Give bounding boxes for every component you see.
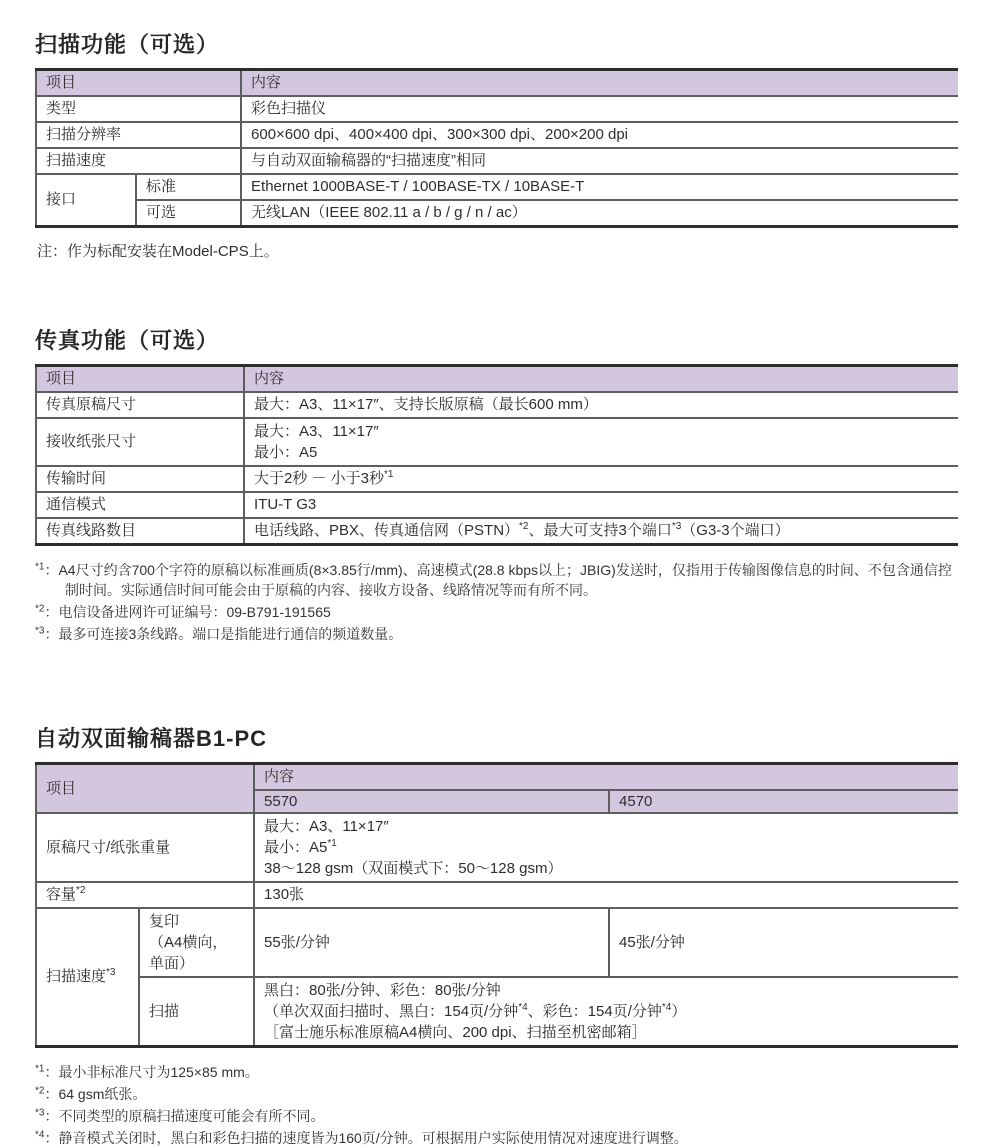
header-cell-content: 内容 (241, 70, 958, 97)
cell-fax-doc-size-value: 最大：A3、11×17″、支持长版原稿（最长600 mm） (244, 392, 958, 418)
footnote: $^{*3}$：不同类型的原稿扫描速度可能会有所不同。 (35, 1107, 325, 1124)
cell-scan-speed-value (254, 977, 958, 1047)
cell-doc-size-value (254, 813, 958, 882)
header-cell-model-4570: 4570 (609, 790, 958, 813)
adf-section (35, 722, 958, 1148)
cell-copy-speed-4570: 45张/分钟 (609, 908, 958, 977)
cell-scan-mode-label: 扫描 (139, 977, 254, 1047)
table-header-row (36, 366, 958, 393)
footnote: $^{*4}$：静音模式关闭时，黑白和彩色扫描的速度皆为160页/分钟。可根据用户实际使用情况对速度进行调整。 (35, 1129, 688, 1146)
cell-receive-paper-label: 接收纸张尺寸 (36, 418, 244, 466)
cell-resolution-value: 600×600 dpi、400×400 dpi、300×300 dpi、200×200 dpi (241, 122, 958, 148)
scan-note: 注：作为标配安装在Model-CPS上。 (37, 243, 279, 260)
cell-interface-optional-label: 可选 (136, 200, 241, 227)
table-row (36, 882, 958, 908)
cell-type-label: 类型 (36, 96, 241, 122)
value-line: 最小：A5 (254, 444, 318, 461)
table-row (36, 418, 958, 466)
scan-section (35, 28, 958, 262)
header-cell-model-5570: 5570 (254, 790, 609, 813)
table-row (36, 148, 958, 174)
cell-fax-doc-size-label: 传真原稿尺寸 (36, 392, 244, 418)
adf-spec-table (35, 762, 958, 1048)
cell-interface-standard-label: 标准 (136, 174, 241, 200)
fax-footnotes (35, 560, 958, 644)
table-row (36, 813, 958, 882)
value-line: 最小：A5$^{*1}$ (264, 838, 337, 856)
footnote: $^{*1}$：最小非标准尺寸为125×85 mm。 (35, 1063, 259, 1080)
cell-copy-mode-label (139, 908, 254, 977)
scan-spec-table (35, 68, 958, 228)
label-line: 复印 (149, 913, 180, 930)
adf-footnotes (35, 1062, 958, 1148)
value-line: ［富士施乐标准原稿A4横向、200 dpi、扫描至机密邮箱］ (264, 1024, 647, 1041)
table-row (36, 200, 958, 227)
table-row (36, 492, 958, 518)
cell-transmission-time-value: 大于2秒 － 小于3秒$^{*1}$ (244, 466, 958, 492)
footnote: $^{*1}$：A4尺寸约含700个字符的原稿以标准画质(8×3.85行/mm)、高速模式(28.8 kbps以上；JBIG)发送时，仅指用于传输图像信息的时间、不包含通信控制时间。实际通信时间可能会由于原稿的内容、接收方设备、线路情况等而有所不同。 (35, 561, 952, 598)
cell-comm-mode-label: 通信模式 (36, 492, 244, 518)
table-header-row (36, 70, 958, 97)
value-line: 38～128 gsm（双面模式下：50～128 gsm） (264, 860, 563, 877)
cell-type-value: 彩色扫描仪 (241, 96, 958, 122)
label-line: 单面） (149, 955, 195, 972)
fax-section (35, 324, 958, 644)
header-cell-item: 项目 (36, 70, 241, 97)
value-line: （单次双面扫描时、黑白：154页/分钟$^{*4}$、彩色：154页/分钟$^{*4}$） (264, 1002, 687, 1020)
value-line: 最大：A3、11×17″ (264, 818, 389, 835)
scan-section-title: 扫描功能（可选） (35, 32, 220, 57)
cell-interface-label: 接口 (36, 174, 136, 227)
cell-interface-optional-value: 无线LAN（IEEE 802.11 a / b / g / n / ac） (241, 200, 958, 227)
value-line: 最大：A3、11×17″ (254, 423, 379, 440)
footnote: $^{*2}$：电信设备进网许可证编号：09-B791-191565 (35, 603, 331, 620)
table-row (36, 466, 958, 492)
label-line: （A4横向， (149, 934, 228, 951)
value-line: 黑白：80张/分钟、彩色：80张/分钟 (264, 982, 501, 999)
cell-scan-speed-label: 扫描速度$^{*3}$ (36, 908, 139, 1047)
cell-comm-mode-value: ITU-T G3 (244, 492, 958, 518)
table-row (36, 392, 958, 418)
table-row (36, 96, 958, 122)
cell-speed-value: 与自动双面输稿器的“扫描速度”相同 (241, 148, 958, 174)
footnote: $^{*2}$：64 gsm纸张。 (35, 1085, 147, 1102)
cell-capacity-value: 130张 (254, 882, 958, 908)
cell-fax-lines-label: 传真线路数目 (36, 518, 244, 545)
adf-section-title: 自动双面输稿器B1-PC (35, 726, 268, 751)
fax-spec-table (35, 364, 958, 546)
cell-doc-size-label: 原稿尺寸/纸张重量 (36, 813, 254, 882)
header-cell-content: 内容 (244, 366, 958, 393)
footnote: $^{*3}$：最多可连接3条线路。端口是指能进行通信的频道数量。 (35, 625, 403, 642)
header-cell-content: 内容 (254, 764, 958, 791)
table-row (36, 174, 958, 200)
cell-transmission-time-label: 传输时间 (36, 466, 244, 492)
table-row (36, 518, 958, 545)
table-header-row (36, 764, 958, 791)
table-row (36, 908, 958, 977)
cell-speed-label: 扫描速度 (36, 148, 241, 174)
cell-capacity-label: 容量$^{*2}$ (36, 882, 254, 908)
header-cell-item: 项目 (36, 366, 244, 393)
cell-interface-standard-value: Ethernet 1000BASE-T / 100BASE-TX / 10BASE-T (241, 174, 958, 200)
fax-section-title: 传真功能（可选） (35, 328, 220, 353)
table-row (36, 977, 958, 1047)
cell-fax-lines-value: 电话线路、PBX、传真通信网（PSTN）$^{*2}$、最大可支持3个端口$^{*3}$（G3-3个端口） (244, 518, 958, 545)
table-row (36, 122, 958, 148)
cell-receive-paper-value (244, 418, 958, 466)
cell-resolution-label: 扫描分辨率 (36, 122, 241, 148)
header-cell-item: 项目 (36, 764, 254, 814)
cell-copy-speed-5570: 55张/分钟 (254, 908, 609, 977)
